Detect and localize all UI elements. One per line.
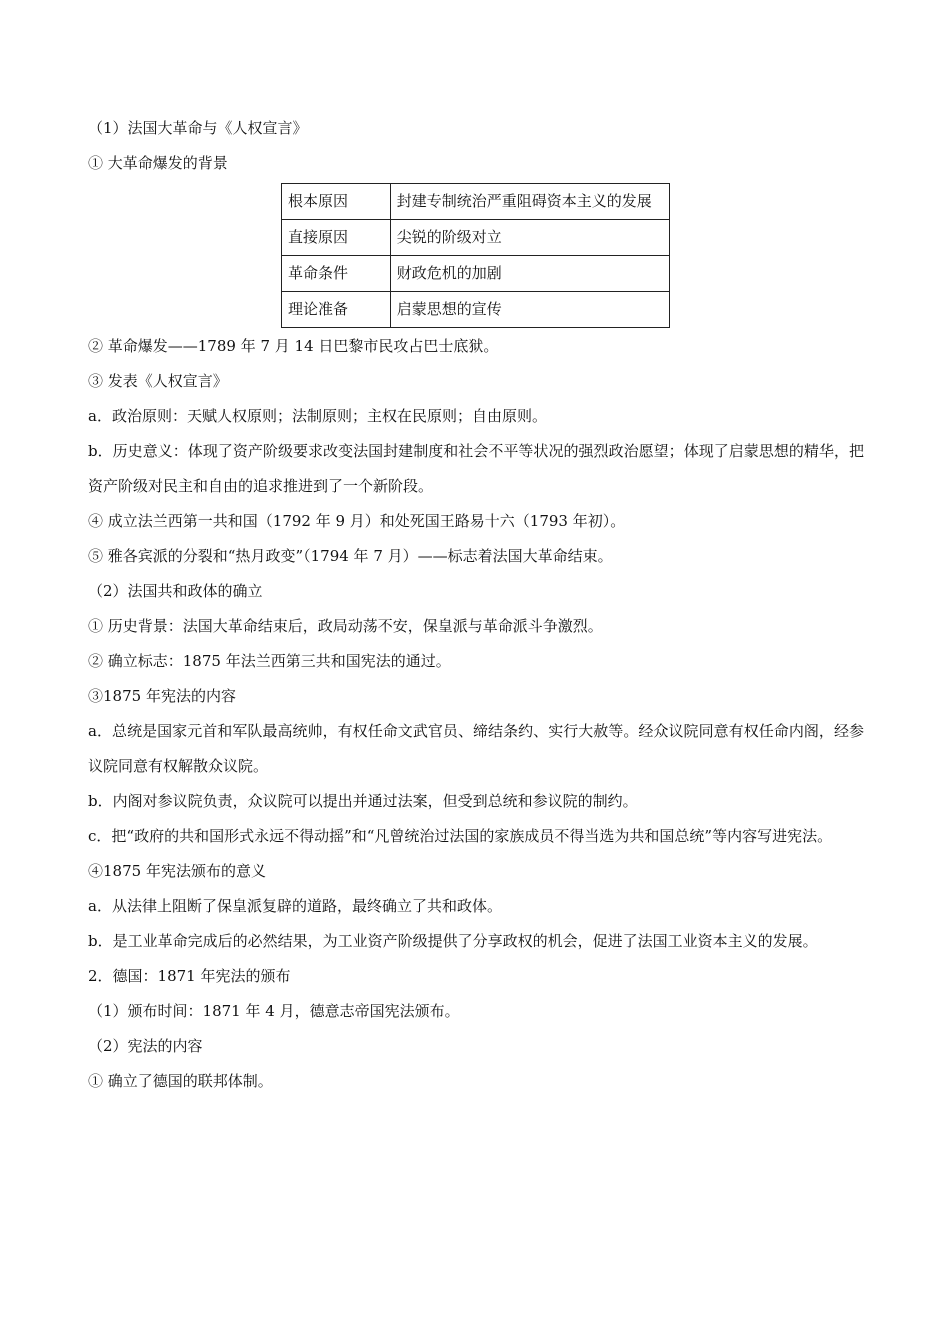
table-key: 革命条件 [282,256,391,292]
text-line: ③1875 年宪法的内容 [88,687,236,705]
table-key: 直接原因 [282,220,391,256]
text-line: ④ 成立法兰西第一共和国（1792 年 9 月）和处死国王路易十六（1793 年初）。 [88,512,626,530]
text-line: ⑤ 雅各宾派的分裂和“热月政变”（1794 年 7 月）——标志着法国大革命结束。 [88,547,613,565]
table-value: 封建专制统治严重阻碍资本主义的发展 [390,184,669,220]
text-line: ① 确立了德国的联邦体制。 [88,1072,273,1090]
text-line: （2）宪法的内容 [88,1037,203,1055]
table-key: 根本原因 [282,184,391,220]
table-row [282,256,670,292]
text-line: ④1875 年宪法颁布的意义 [88,862,266,880]
text-paragraph: b．历史意义：体现了资产阶级要求改变法国封建制度和社会不平等状况的强烈政治愿望；体现了启蒙思想的精华，把资产阶级对民主和自由的追求推进到了一个新阶段。 [88,442,864,495]
text-line: ② 确立标志：1875 年法兰西第三共和国宪法的通过。 [88,652,451,670]
table-value: 尖锐的阶级对立 [390,220,669,256]
table-value: 财政危机的加剧 [390,256,669,292]
text-line: a．政治原则：天赋人权原则；法制原则；主权在民原则；自由原则。 [88,407,547,425]
subheading-background: ① 大革命爆发的背景 [88,154,228,172]
background-table [281,183,670,328]
text-line: ① 历史背景：法国大革命结束后，政局动荡不安，保皇派与革命派斗争激烈。 [88,617,603,635]
text-paragraph: c．把“政府的共和国形式永远不得动摇”和“凡曾统治过法国的家族成员不得当选为共和国总统”等内容写进宪法。 [88,827,833,845]
document-page [88,111,864,1099]
text-line: ③ 发表《人权宣言》 [88,372,228,390]
text-line: ② 革命爆发——1789 年 7 月 14 日巴黎市民攻占巴士底狱。 [88,337,499,355]
text-line: a．从法律上阻断了保皇派复辟的道路，最终确立了共和政体。 [88,897,502,915]
table-key: 理论准备 [282,292,391,328]
table-value: 启蒙思想的宣传 [390,292,669,328]
table-row [282,220,670,256]
text-paragraph: a．总统是国家元首和军队最高统帅，有权任命文武官员、缔结条约、实行大赦等。经众议院同意有权任命内阁，经参议院同意有权解散众议院。 [88,722,864,775]
table-row [282,184,670,220]
section-heading-french-revolution: （1）法国大革命与《人权宣言》 [88,119,308,137]
text-line: b．内阁对参议院负责，众议院可以提出并通过法案，但受到总统和参议院的制约。 [88,792,638,810]
text-line: （1）颁布时间：1871 年 4 月，德意志帝国宪法颁布。 [88,1002,460,1020]
section-heading-republic: （2）法国共和政体的确立 [88,582,263,600]
section-heading-germany: 2．德国：1871 年宪法的颁布 [88,967,291,985]
text-paragraph: b．是工业革命完成后的必然结果，为工业资产阶级提供了分享政权的机会，促进了法国工业资本主义的发展。 [88,932,818,950]
table-row [282,292,670,328]
